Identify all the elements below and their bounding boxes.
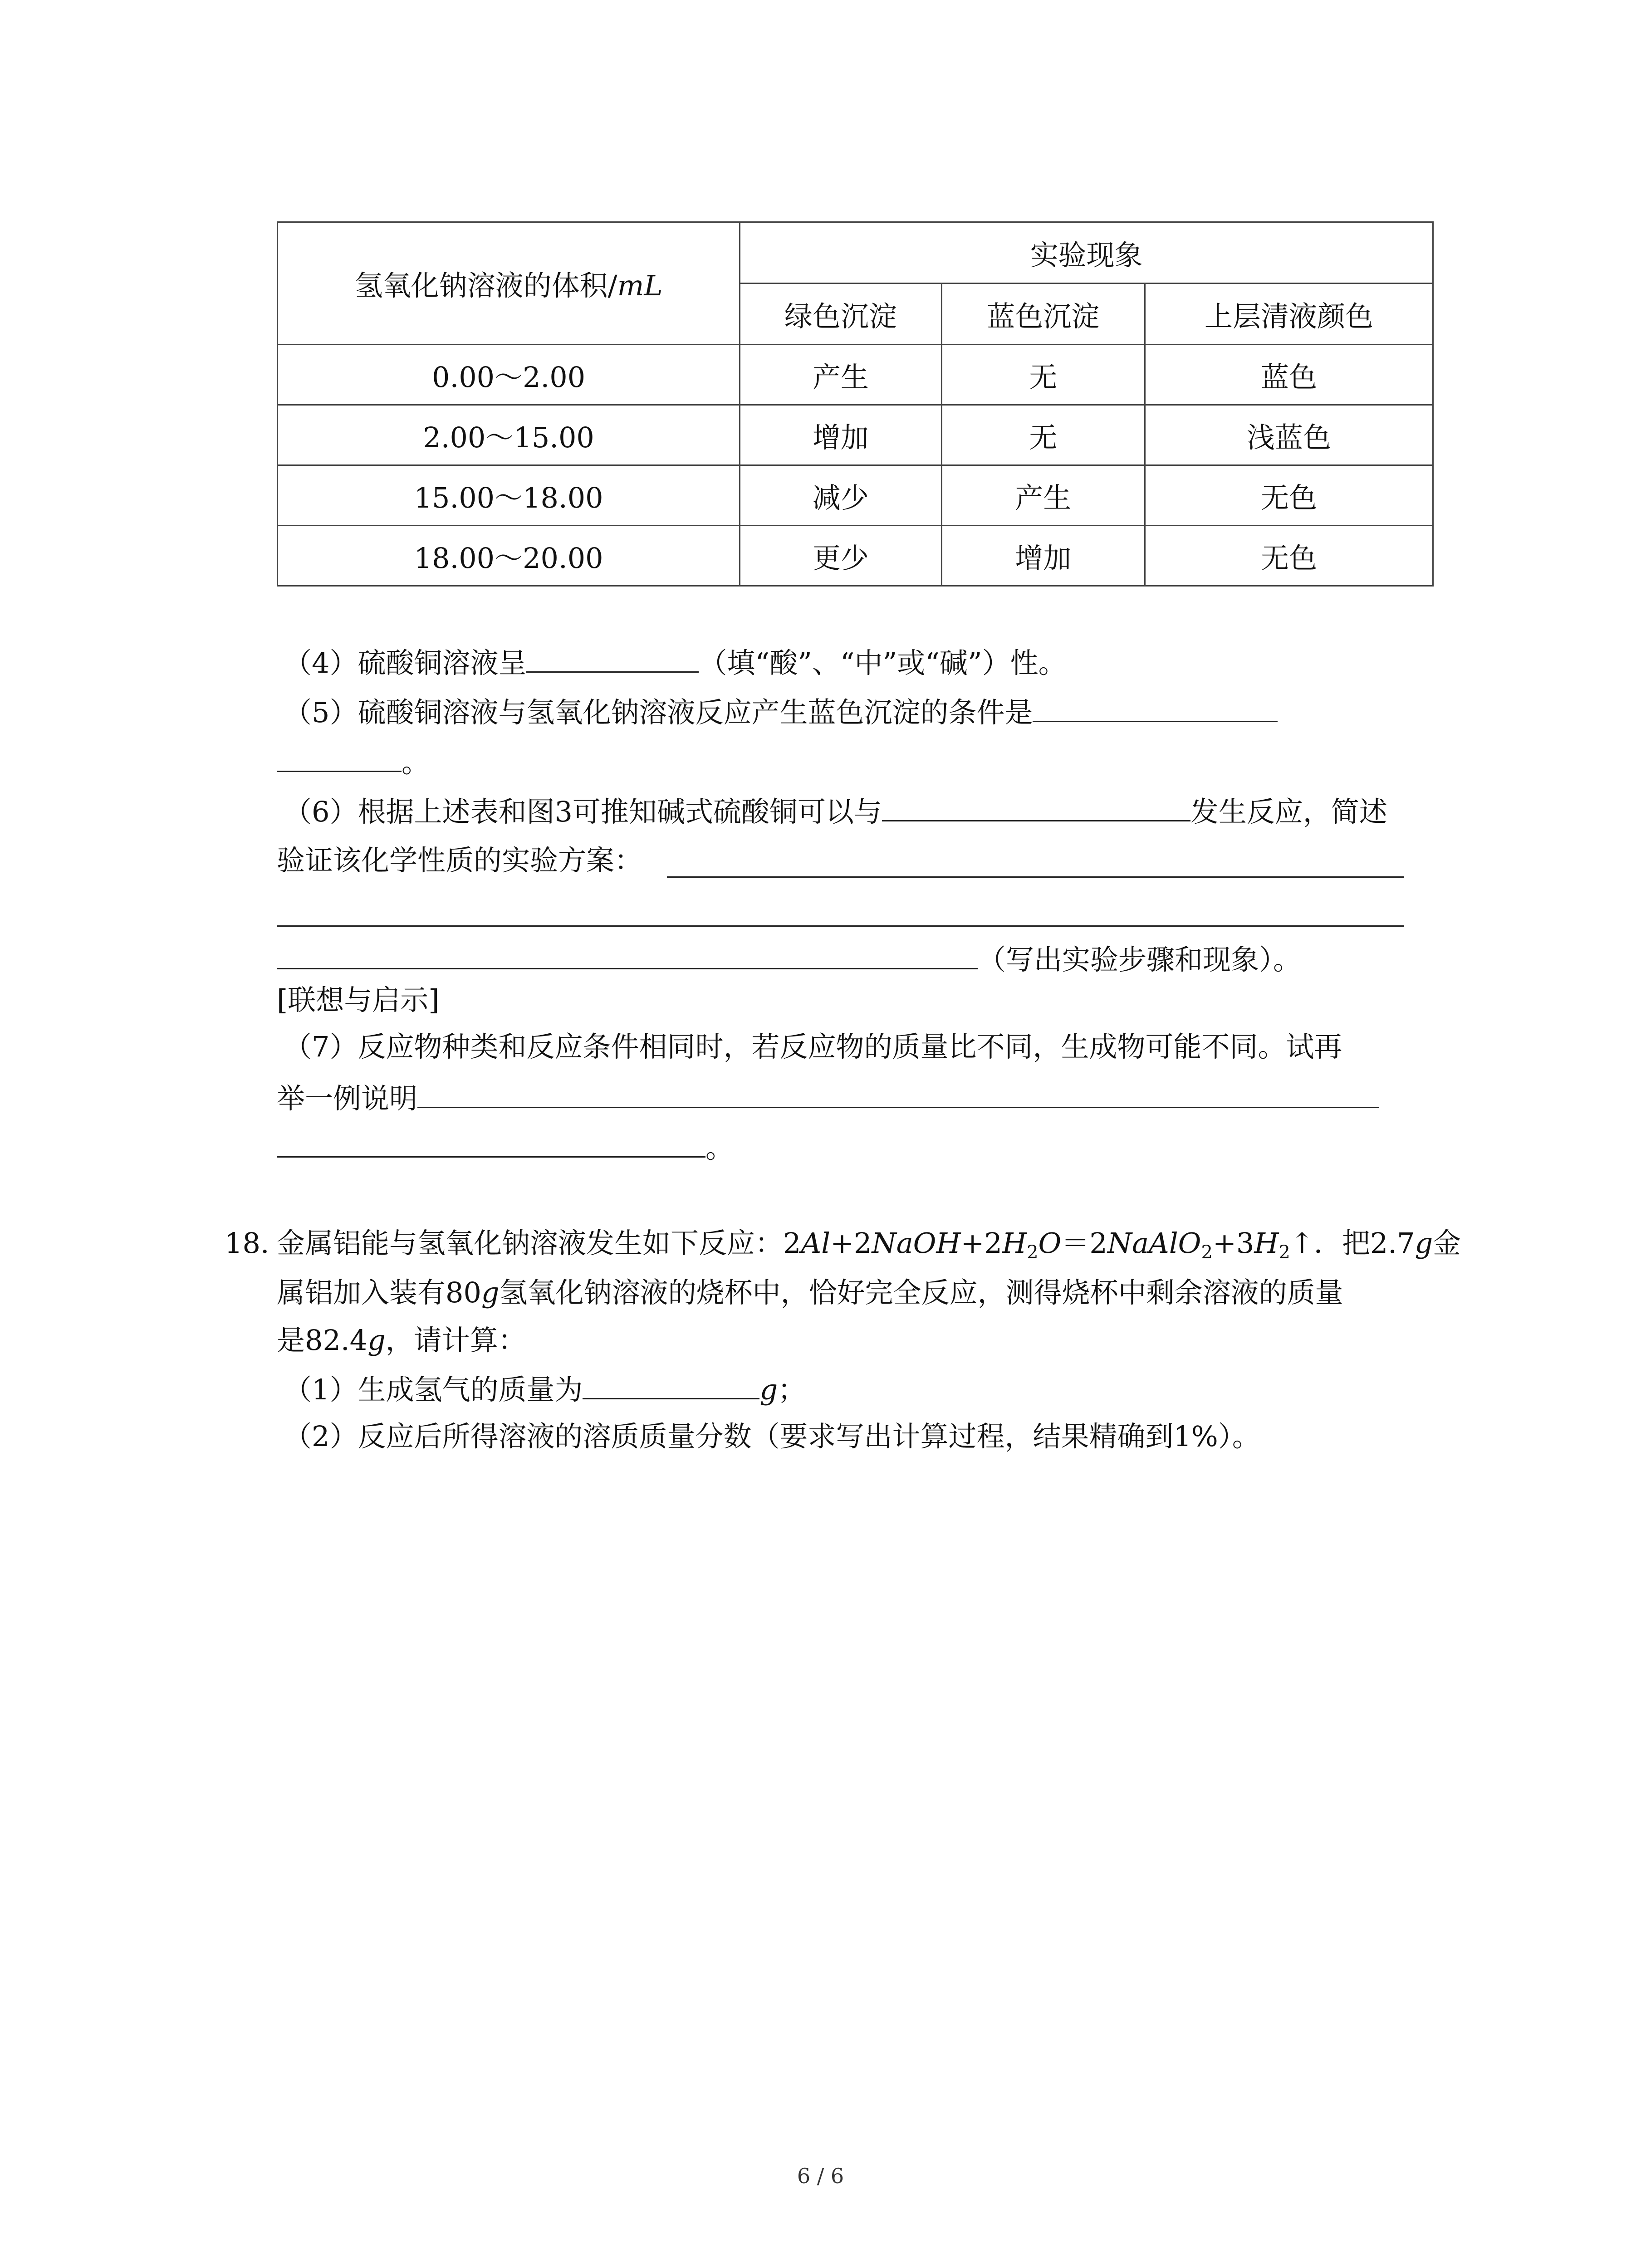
- question-7-line3: 。: [277, 1128, 734, 1166]
- subheader-blue: 蓝色沉淀: [941, 284, 1145, 345]
- answer-blank[interactable]: [277, 1128, 705, 1158]
- cell-green: 增加: [740, 405, 941, 465]
- question-6-line4: （写出实验步骤和现象）。: [277, 940, 1301, 978]
- question-6: （6）根据上述表和图3可推知碱式硫酸铜可以与 发生反应，简述: [284, 792, 1387, 830]
- experiment-table: [277, 221, 1434, 587]
- question-7-line2: 举一例说明: [277, 1079, 1379, 1117]
- table-row: [278, 526, 1433, 586]
- question-18-part1: （1）生成氢气的质量为 g；: [284, 1370, 806, 1408]
- cell-color: 无色: [1145, 526, 1433, 586]
- cell-volume: 0.00～2.00: [278, 345, 740, 405]
- question-18-line1: 金属铝能与氢氧化钠溶液发生如下反应：$2Al+2NaOH+2H_2O=2NaAlO_2+3H_2↑$．把2.7g金: [277, 1227, 1461, 1263]
- answer-rule[interactable]: [667, 876, 1404, 878]
- question-18-number: 18.: [225, 1227, 269, 1260]
- cell-blue: 增加: [941, 526, 1145, 586]
- cell-green: 减少: [740, 465, 941, 526]
- table-row: [278, 465, 1433, 526]
- subheader-color: 上层清液颜色: [1145, 284, 1433, 345]
- cell-green: 更少: [740, 526, 941, 586]
- answer-blank[interactable]: [277, 743, 402, 772]
- answer-blank[interactable]: [277, 940, 978, 969]
- answer-blank[interactable]: [882, 792, 1190, 821]
- header-phenomena: 实验现象: [740, 222, 1433, 284]
- subheader-green: 绿色沉淀: [740, 284, 941, 345]
- question-5-cont: 。: [277, 743, 430, 781]
- answer-rule[interactable]: [277, 925, 1404, 927]
- question-18-line3: 是82.4g，请计算：: [277, 1324, 526, 1357]
- cell-volume: 18.00～20.00: [278, 526, 740, 586]
- question-4: （4）硫酸铜溶液呈 （填“酸”、“中”或“碱”）性。: [284, 643, 1067, 681]
- answer-blank[interactable]: [526, 643, 699, 673]
- section-heading: [联想与启示]: [277, 983, 440, 1017]
- question-5: （5）硫酸铜溶液与氢氧化钠溶液反应产生蓝色沉淀的条件是: [284, 693, 1278, 731]
- cell-color: 浅蓝色: [1145, 405, 1433, 465]
- page-number: 6 / 6: [797, 2164, 844, 2188]
- cell-volume: 2.00～15.00: [278, 405, 740, 465]
- answer-blank[interactable]: [1033, 693, 1278, 722]
- question-6-line2: 验证该化学性质的实验方案：: [277, 844, 643, 877]
- table-row: [278, 345, 1433, 405]
- cell-blue: 无: [941, 405, 1145, 465]
- question-18-part2: （2）反应后所得溶液的溶质质量分数（要求写出计算过程，结果精确到1%）。: [284, 1420, 1260, 1453]
- cell-blue: 无: [941, 345, 1145, 405]
- question-7: （7）反应物种类和反应条件相同时，若反应物的质量比不同，生成物可能不同。试再: [284, 1030, 1342, 1063]
- cell-color: 蓝色: [1145, 345, 1433, 405]
- cell-color: 无色: [1145, 465, 1433, 526]
- cell-green: 产生: [740, 345, 941, 405]
- answer-blank[interactable]: [417, 1079, 1379, 1108]
- question-18-line2: 属铝加入装有80g氢氧化钠溶液的烧杯中，恰好完全反应，测得烧杯中剩余溶液的质量: [277, 1276, 1343, 1309]
- answer-blank[interactable]: [583, 1370, 759, 1399]
- cell-volume: 15.00～18.00: [278, 465, 740, 526]
- header-volume: 氢氧化钠溶液的体积/mL: [278, 222, 740, 345]
- table-row: [278, 405, 1433, 465]
- cell-blue: 产生: [941, 465, 1145, 526]
